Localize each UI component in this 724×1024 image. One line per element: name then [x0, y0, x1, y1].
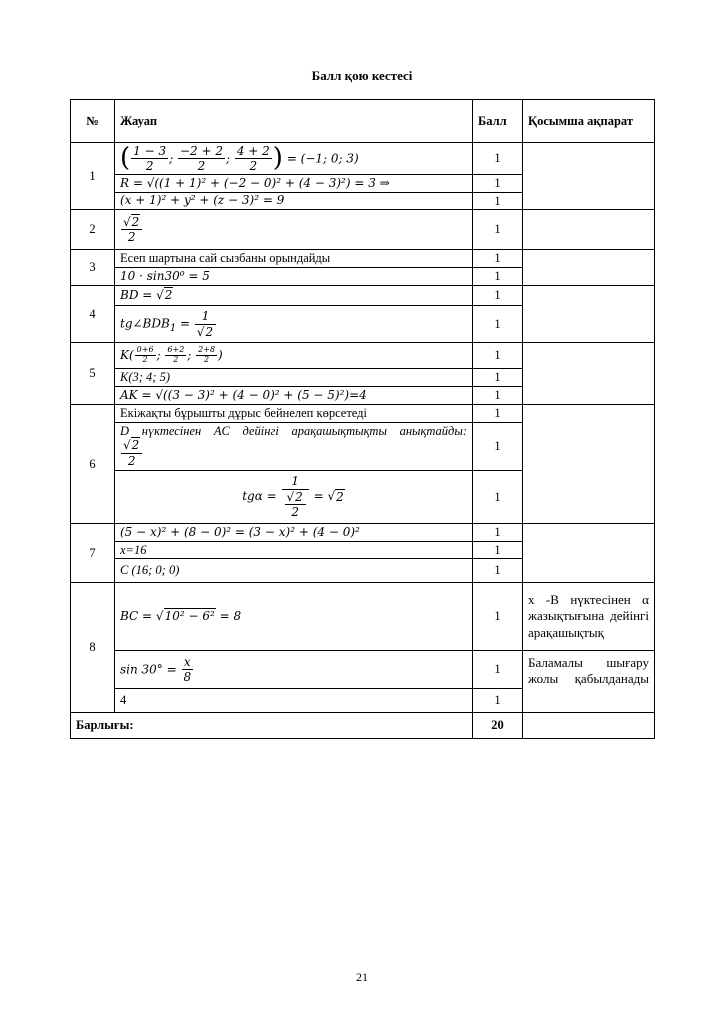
- answer-cell: 4: [115, 689, 473, 713]
- table-row: [71, 524, 655, 542]
- task-number: 7: [71, 524, 115, 583]
- table-row: [71, 250, 655, 268]
- points-cell: 1: [473, 210, 523, 250]
- answer-cell: BC = √10² − 6² = 8: [115, 583, 473, 651]
- points-cell: 1: [473, 542, 523, 559]
- answer-cell: [115, 423, 473, 471]
- points-cell: 1: [473, 143, 523, 175]
- extra-cell: [523, 250, 655, 286]
- answer-cell: (5 − x)² + (8 − 0)² = (3 − x)² + (4 − 0)²: [115, 524, 473, 542]
- table-row: [71, 210, 655, 250]
- table-row: [71, 651, 655, 689]
- header-num: №: [71, 100, 115, 143]
- answer-cell: ( $\frac{1 - 3}{2}$ ; $\frac{-2 + 2}{2}$ ; $\frac{4 + 2}{2}$ ) = (−1; 0; 3): [115, 143, 473, 175]
- task-number: 3: [71, 250, 115, 286]
- answer-text: D нүктесінен AC дейінгі арақашықтықты анықтайды:: [120, 424, 467, 438]
- answer-formula: $\frac{√2}{2}$: [121, 438, 142, 468]
- task-number: 8: [71, 583, 115, 713]
- page-title: Балл қою кестесі: [311, 68, 413, 83]
- answer-cell: $tg\angle BDB_1$ = $\frac{1}{√2}$: [115, 306, 473, 343]
- table-row: [71, 286, 655, 306]
- table-row: [71, 583, 655, 651]
- points-cell: 1: [473, 286, 523, 306]
- task-number: 2: [71, 210, 115, 250]
- answer-cell: K(3; 4; 5): [115, 369, 473, 387]
- points-cell: 1: [473, 387, 523, 405]
- answer-cell: sin 30° = $\frac{x}{8}$: [115, 651, 473, 689]
- page-number: 21: [356, 970, 368, 984]
- answer-cell: Есеп шартына сай сызбаны орындайды: [115, 250, 473, 268]
- task-number: 1: [71, 143, 115, 210]
- answer-cell: R = √((1 + 1)² + (−2 − 0)² + (4 − 3)²) = 3 ⇒: [115, 175, 473, 193]
- extra-cell: [523, 524, 655, 583]
- header-row: [71, 100, 655, 143]
- task-number: 4: [71, 286, 115, 343]
- points-cell: 1: [473, 583, 523, 651]
- scoring-table: [70, 99, 655, 739]
- header-answer: Жауап: [115, 100, 473, 143]
- points-cell: 1: [473, 268, 523, 286]
- table-row: [71, 143, 655, 175]
- extra-cell: [523, 286, 655, 343]
- points-cell: 1: [473, 559, 523, 583]
- answer-cell: AK = √((3 − 3)² + (4 − 0)² + (5 − 5)²)=4: [115, 387, 473, 405]
- answer-cell: $\frac{√2}{2}$: [115, 210, 473, 250]
- extra-cell: [523, 143, 655, 210]
- answer-cell: Екіжақты бұрышты дұрыс бейнелеп көрсетеді: [115, 405, 473, 423]
- extra-note: x -B нүктесінен α жазықтығына дейінгі арақашықтық: [523, 583, 655, 651]
- points-cell: 1: [473, 651, 523, 689]
- points-cell: 1: [473, 250, 523, 268]
- answer-cell: tgα = $\frac{1}{\frac{√2}{2}}$ = √2: [115, 471, 473, 524]
- extra-cell: [523, 343, 655, 405]
- points-cell: 1: [473, 524, 523, 542]
- points-cell: 1: [473, 369, 523, 387]
- points-cell: 1: [473, 405, 523, 423]
- extra-cell: [523, 405, 655, 524]
- points-cell: 1: [473, 471, 523, 524]
- total-row: [71, 713, 655, 739]
- answer-cell: 10 · sin30⁰ = 5: [115, 268, 473, 286]
- points-cell: 1: [473, 175, 523, 193]
- total-value: 20: [473, 713, 523, 739]
- answer-cell: BD = √2: [115, 286, 473, 306]
- points-cell: 1: [473, 689, 523, 713]
- extra-cell: [523, 210, 655, 250]
- total-label: Барлығы:: [71, 713, 473, 739]
- table-row: [71, 343, 655, 369]
- header-extra: Қосымша ақпарат: [523, 100, 655, 143]
- points-cell: 1: [473, 423, 523, 471]
- task-number: 5: [71, 343, 115, 405]
- answer-cell: x=16: [115, 542, 473, 559]
- points-cell: 1: [473, 306, 523, 343]
- extra-note: Баламалы шығару жолы қабылданады: [523, 651, 655, 713]
- header-points: Балл: [473, 100, 523, 143]
- answer-cell: (x + 1)² + y² + (z − 3)² = 9: [115, 193, 473, 210]
- extra-cell: [523, 713, 655, 739]
- answer-cell: K( $\frac{0+6}{2}$ ; $\frac{6+2}{2}$ ; $\frac{2+8}{2}$ ): [115, 343, 473, 369]
- points-cell: 1: [473, 343, 523, 369]
- points-cell: 1: [473, 193, 523, 210]
- task-number: 6: [71, 405, 115, 524]
- answer-cell: C (16; 0; 0): [115, 559, 473, 583]
- table-row: [71, 405, 655, 423]
